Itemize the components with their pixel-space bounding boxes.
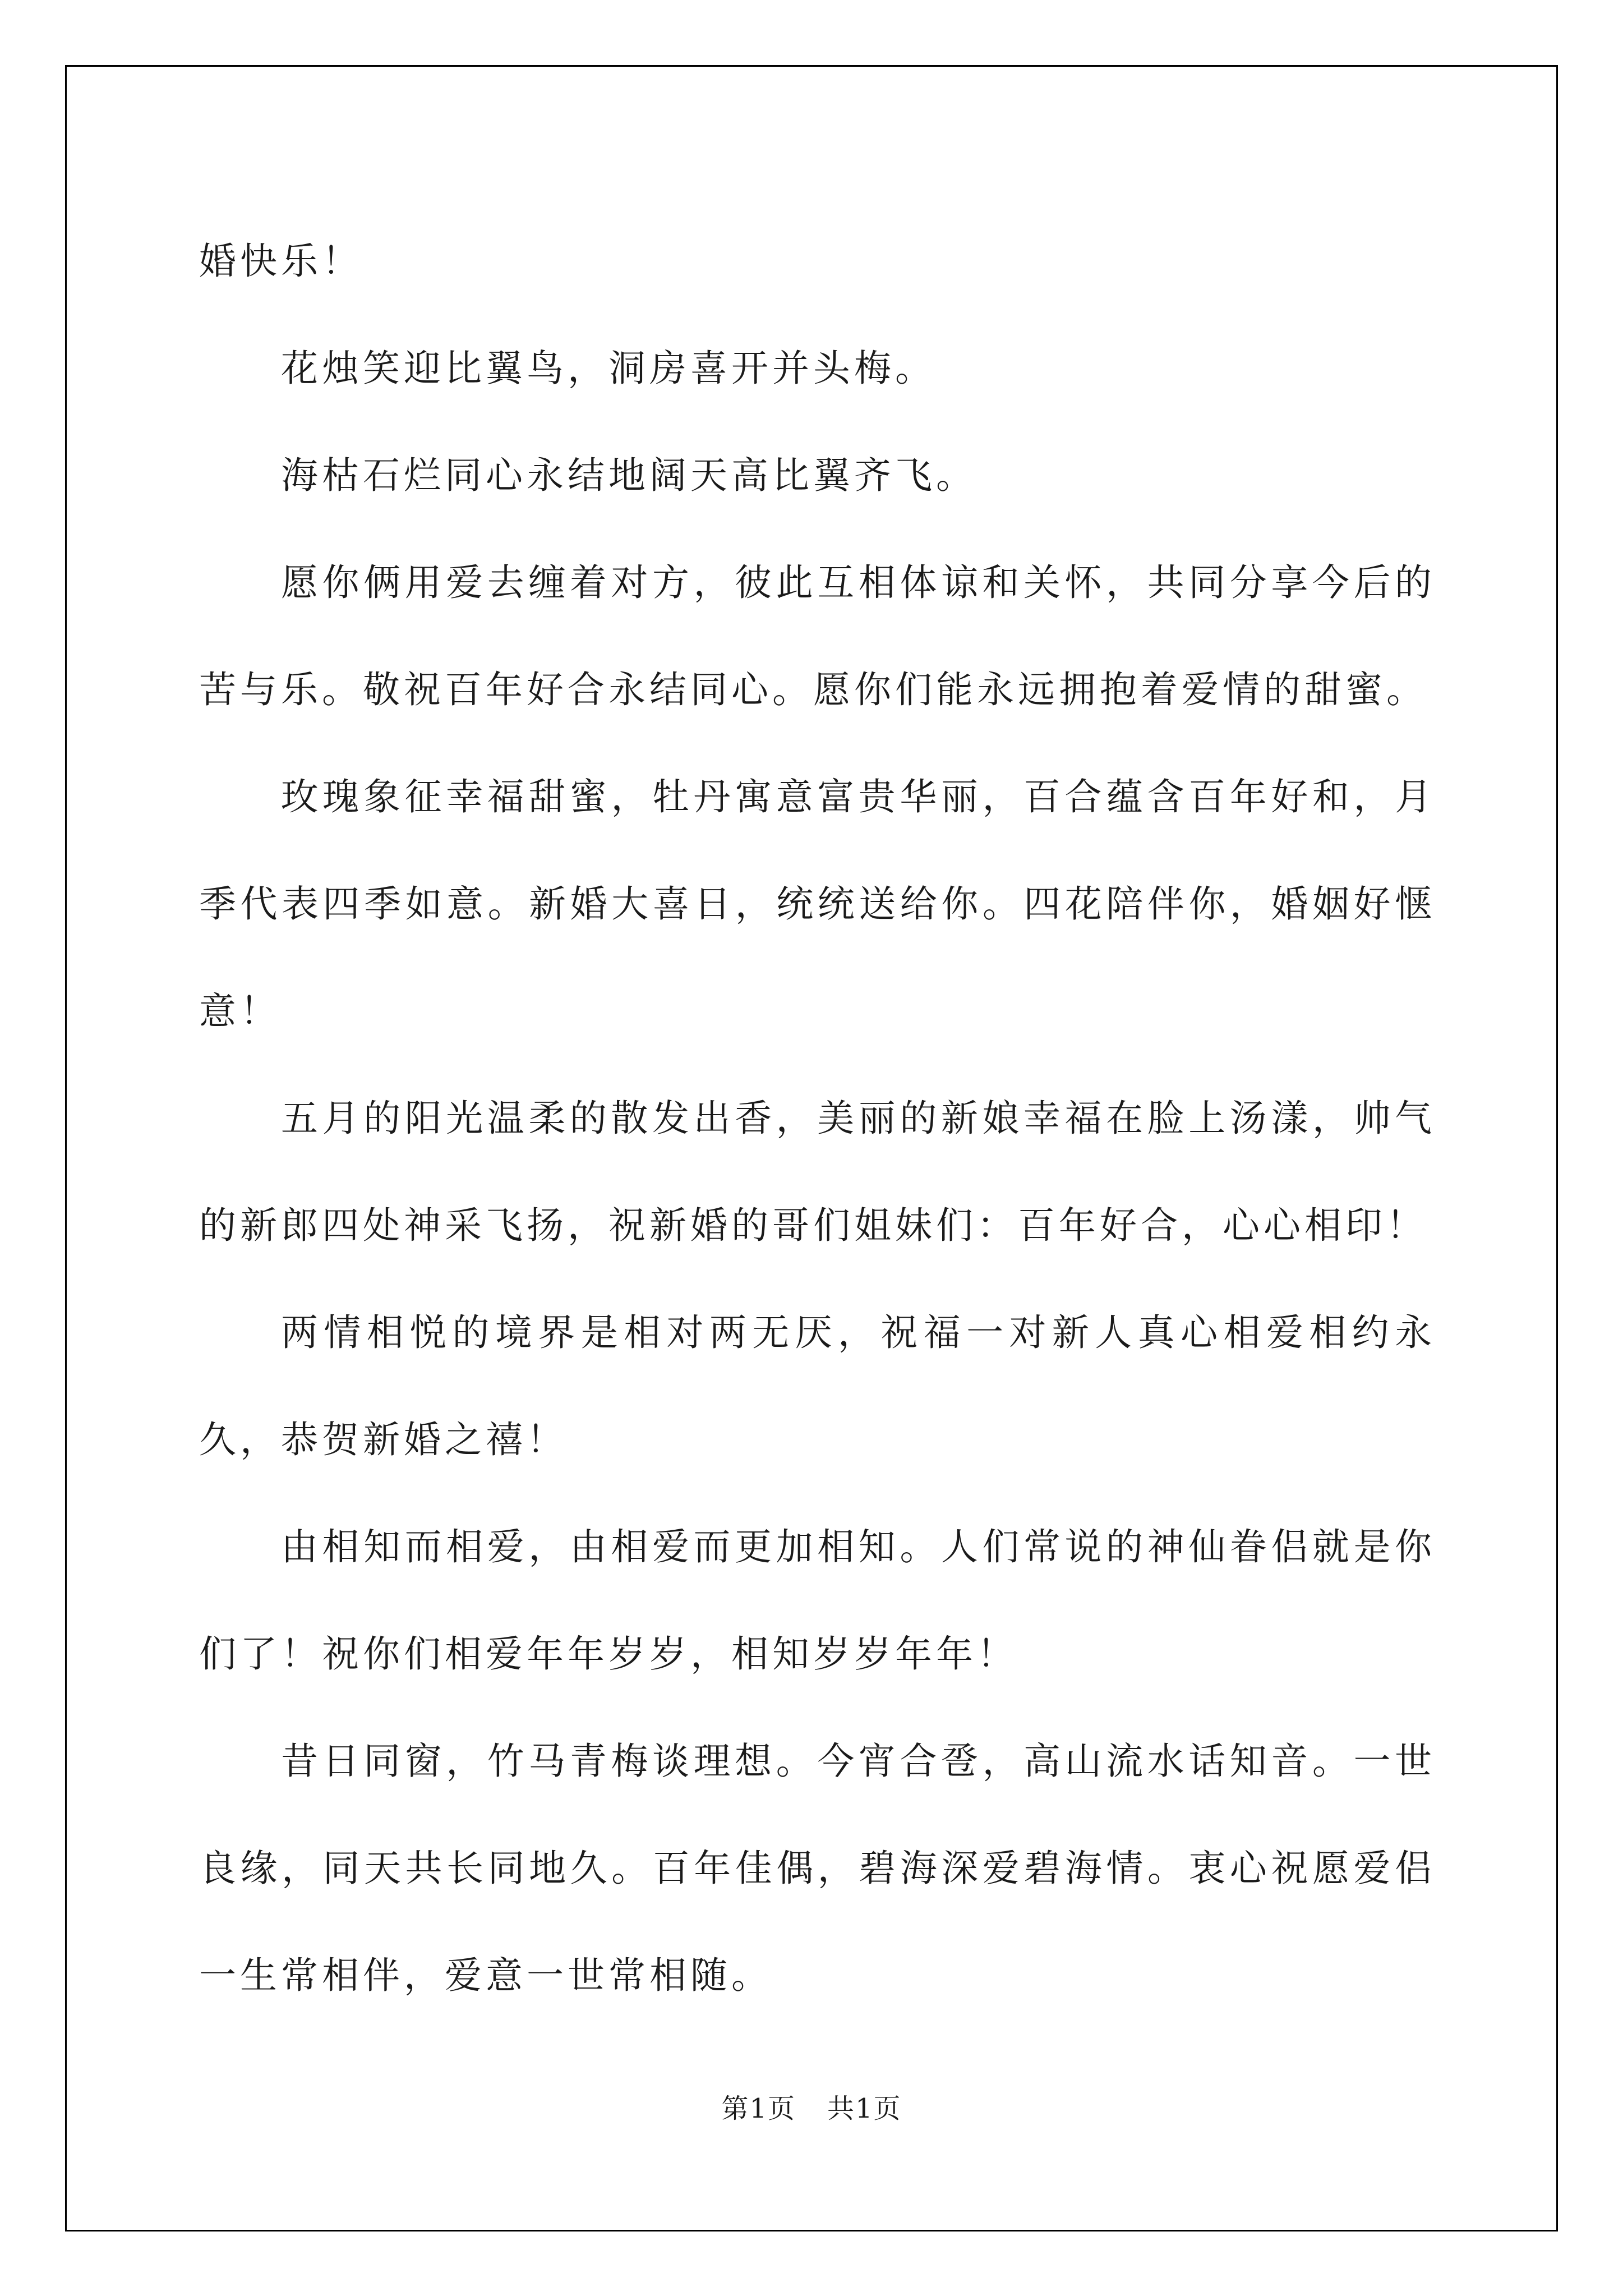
- document-body: [199, 208, 1436, 2029]
- paragraph: 婚快乐！: [199, 240, 363, 283]
- paragraph: 海枯石烂同心永结地阔天高比翼齐飞。: [281, 454, 977, 497]
- paragraph: 昔日同窗，竹马青梅谈理想。今宵合卺，高山流水话知音。一世良缘，同天共长同地久。百年佳偶，碧海深爱碧海情。衷心祝愿爱侣一生常相伴，爱意一世常相随。: [199, 1740, 1436, 1997]
- paragraph: 由相知而相爱，由相爱而更加相知。人们常说的神仙眷侣就是你们了！祝你们相爱年年岁岁，相知岁岁年年！: [199, 1525, 1436, 1676]
- page-footer: [0, 2087, 1623, 2125]
- page-total: 共1页: [827, 2093, 902, 2124]
- paragraph: 愿你俩用爱去缠着对方，彼此互相体谅和关怀，共同分享今后的苦与乐。敬祝百年好合永结同心。愿你们能永远拥抱着爱情的甜蜜。: [199, 561, 1436, 711]
- paragraph: 五月的阳光温柔的散发出香，美丽的新娘幸福在脸上汤漾，帅气的新郎四处神采飞扬，祝新婚的哥们姐妹们：百年好合，心心相印！: [199, 1097, 1436, 1247]
- paragraph: 花烛笑迎比翼鸟，洞房喜开并头梅。: [281, 347, 936, 390]
- page-number: 第1页: [721, 2093, 796, 2124]
- paragraph: 玫瑰象征幸福甜蜜，牡丹寓意富贵华丽，百合蕴含百年好和，月季代表四季如意。新婚大喜日，统统送给你。四花陪伴你，婚姻好惬意！: [199, 775, 1436, 1033]
- paragraph: 两情相悦的境界是相对两无厌，祝福一对新人真心相爱相约永久，恭贺新婚之禧！: [199, 1311, 1436, 1461]
